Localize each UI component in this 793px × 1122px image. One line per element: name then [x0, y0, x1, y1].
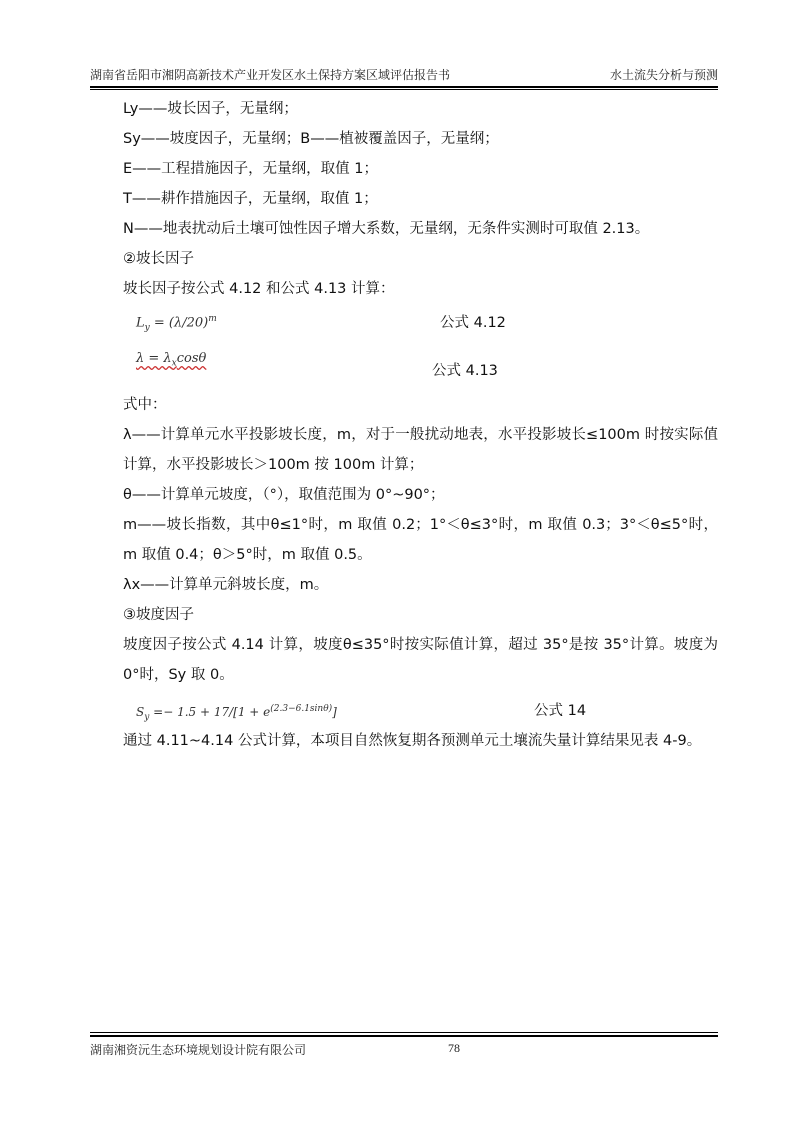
footer-rule-thin: [90, 1032, 718, 1033]
formula-4-13: [90, 344, 718, 390]
formula-4-14: [90, 690, 718, 726]
text-line: 坡长因子按公式 4.12 和公式 4.13 计算：: [123, 281, 395, 297]
formula-4-14-expression: $S_y =- 1.5 + 17/[1 + e^{(2.3-6.1sin\theta)}]$: [136, 704, 337, 723]
text-line: ③坡度因子: [123, 607, 194, 623]
formula-4-12-expression: $L_y = (\lambda/20)^m$: [136, 314, 217, 333]
formula-4-13-expression: $\lambda = \lambda_x\cos\theta$: [136, 351, 207, 369]
footer-rule-thick: [90, 1035, 718, 1037]
text-line: θ——计算单元坡度，（°），取值范围为 0°~90°；: [123, 487, 445, 503]
page-footer: [90, 1041, 718, 1058]
text-paragraph: 坡度因子按公式 4.14 计算，坡度θ≤35°时按实际值计算，超过 35°是按 35°计算。坡度为 0°时，Sy 取 0。: [123, 637, 718, 683]
text-line: λx——计算单元斜坡长度，m。: [123, 577, 329, 593]
text-line: ②坡长因子: [123, 251, 194, 267]
header-rule-thick: [90, 86, 718, 88]
text-line: E——工程措施因子，无量纲，取值 1；: [123, 161, 378, 177]
document-body: [90, 94, 718, 756]
header-rule-thin: [90, 89, 718, 90]
footer-company: 湖南湘资沅生态环境规划设计院有限公司: [90, 1043, 307, 1057]
formula-4-12-label: 公式 4.12: [440, 315, 506, 331]
text-paragraph: m——坡长指数，其中θ≤1°时，m 取值 0.2；1°＜θ≤3°时，m 取值 0.3；3°＜θ≤5°时，m 取值 0.4；θ＞5°时，m 取值 0.5。: [123, 517, 718, 563]
text-paragraph: λ——计算单元水平投影坡长度，m，对于一般扰动地表，水平投影坡长≤100m 时按实际值计算，水平投影坡长＞100m 按 100m 计算；: [123, 427, 718, 473]
text-line: 通过 4.11~4.14 公式计算，本项目自然恢复期各预测单元土壤流失量计算结果见表 4-9。: [123, 733, 702, 749]
text-line: Sy——坡度因子，无量纲；B——植被覆盖因子，无量纲；: [123, 131, 499, 147]
formula-4-12: [90, 304, 718, 344]
text-line: 式中：: [123, 397, 167, 413]
text-line: T——耕作措施因子，无量纲，取值 1；: [123, 191, 378, 207]
page-number: 78: [448, 1041, 460, 1055]
page-header: [90, 64, 718, 86]
formula-4-14-label: 公式 14: [534, 703, 587, 719]
formula-4-13-label: 公式 4.13: [432, 363, 498, 379]
header-title: 湖南省岳阳市湘阴高新技术产业开发区水土保持方案区域评估报告书: [90, 68, 451, 82]
text-line: N——地表扰动后土壤可蚀性因子增大系数，无量纲，无条件实测时可取值 2.13。: [123, 221, 650, 237]
header-section: 水土流失分析与预测: [609, 68, 718, 82]
text-line: Ly——坡长因子，无量纲；: [123, 101, 298, 117]
